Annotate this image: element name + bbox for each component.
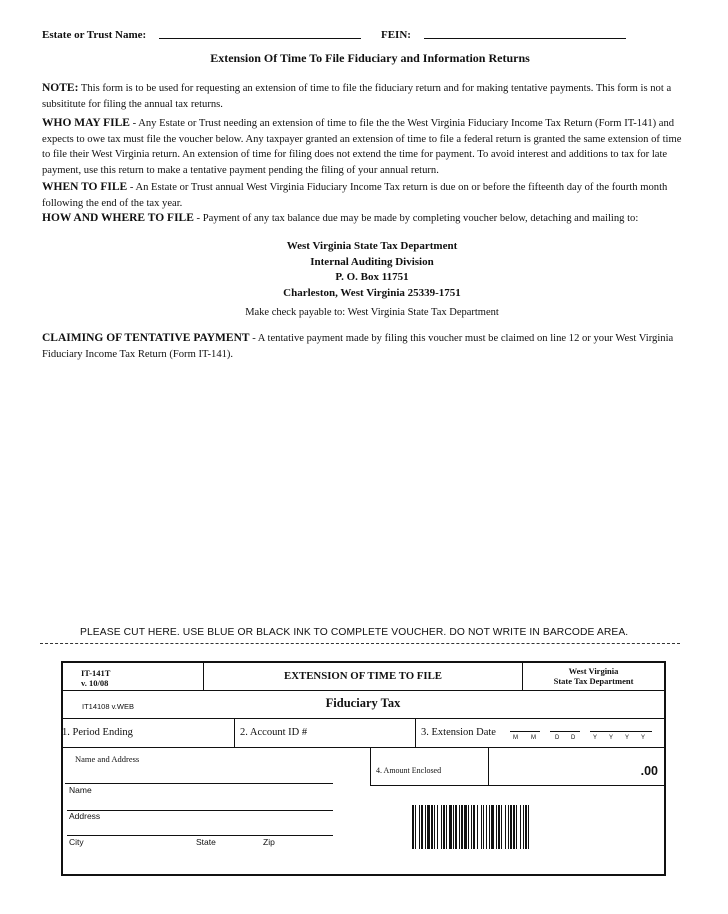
barcode-bar xyxy=(528,805,529,849)
claiming-heading: CLAIMING OF TENTATIVE PAYMENT xyxy=(42,332,250,344)
voucher-row-3 xyxy=(63,718,664,748)
barcode-bar xyxy=(449,805,452,849)
when-to-file-heading: WHEN TO FILE xyxy=(42,181,128,193)
barcode-bar xyxy=(437,805,438,849)
when-to-file-text: - An Estate or Trust annual West Virginia Fiduciary Income Tax return is due on or before the fifteenth day of the fourth month following the end of the tax year. xyxy=(42,182,668,209)
payable-note: Make check payable to: West Virginia State Tax Department xyxy=(245,307,499,318)
name-address-label: Name and Address xyxy=(75,754,140,764)
name-address-line[interactable] xyxy=(65,783,333,784)
address-line-1: West Virginia State Tax Department xyxy=(286,240,458,252)
form-id-cell xyxy=(63,663,204,691)
how-where-heading: HOW AND WHERE TO FILE xyxy=(42,212,194,224)
mailing-address xyxy=(0,239,728,301)
barcode-bar xyxy=(471,805,472,849)
barcode-bar xyxy=(421,805,423,849)
barcode-bar xyxy=(489,805,490,849)
amount-cents: .00 xyxy=(640,764,658,778)
voucher-code: IT14108 v.WEB xyxy=(82,702,134,711)
barcode-bar xyxy=(473,805,475,849)
address-line-2: Internal Auditing Division xyxy=(310,255,434,268)
fein-label: FEIN: xyxy=(381,29,411,41)
amount-enclosed-label: 4. Amount Enclosed xyxy=(376,766,442,775)
barcode-bar xyxy=(468,805,469,849)
barcode-bar xyxy=(523,805,524,849)
who-may-file-paragraph xyxy=(42,116,688,178)
claiming-text: - A tentative payment made by filing this voucher must be claimed on line 12 or your West Virginia Fiduciary Income Tax Return (Form IT-141). xyxy=(42,333,674,360)
barcode-bar xyxy=(441,805,442,849)
barcode-bar xyxy=(516,805,517,849)
state-label: State xyxy=(196,837,216,847)
barcode-bar xyxy=(461,805,463,849)
page-title: Extension Of Time To File Fiduciary and Information Returns xyxy=(210,51,530,65)
date-letter-m1: M xyxy=(513,735,518,741)
name-line[interactable] xyxy=(67,810,333,811)
barcode-bar xyxy=(427,805,430,849)
barcode-bar xyxy=(481,805,482,849)
barcode-bar xyxy=(455,805,457,849)
cut-line xyxy=(40,643,680,644)
barcode-bar xyxy=(498,805,500,849)
who-may-file-heading: WHO MAY FILE xyxy=(42,117,130,129)
barcode-bar xyxy=(520,805,521,849)
barcode-bar xyxy=(505,805,506,849)
barcode xyxy=(412,805,654,849)
barcode-bar xyxy=(513,805,515,849)
month-line xyxy=(510,731,540,732)
date-letter-y2: Y xyxy=(609,735,614,741)
barcode-bar xyxy=(431,805,433,849)
note-text: This form is to be used for requesting an extension of time to file the fiduciary return and for making tentative payments. This form is not a subsititute for filing the annual tax returns. xyxy=(42,83,672,110)
period-ending-label: 1. Period Ending xyxy=(62,727,133,738)
extension-date-field[interactable] xyxy=(416,719,664,747)
form-version: v. 10/08 xyxy=(81,678,109,688)
barcode-bar xyxy=(412,805,414,849)
extension-date-label: 3. Extension Date xyxy=(421,727,496,738)
year-line xyxy=(590,731,652,732)
city-label: City xyxy=(69,837,84,847)
dept-line-1: West Virginia xyxy=(568,666,619,676)
estate-name-label: Estate or Trust Name: xyxy=(42,29,147,41)
date-letter-d2: D xyxy=(571,735,576,741)
date-letter-y3: Y xyxy=(625,735,630,741)
account-id-label: 2. Account ID # xyxy=(240,727,308,738)
address-label: Address xyxy=(69,811,101,821)
barcode-bar xyxy=(443,805,445,849)
barcode-bar xyxy=(501,805,502,849)
barcode-bar xyxy=(415,805,416,849)
note-paragraph xyxy=(42,81,688,112)
barcode-bar xyxy=(525,805,527,849)
period-ending-field[interactable] xyxy=(63,719,235,747)
barcode-bar xyxy=(483,805,484,849)
note-heading: NOTE: xyxy=(42,82,79,94)
barcode-bar xyxy=(510,805,512,849)
name-label: Name xyxy=(69,785,92,795)
dept-line-2: State Tax Department xyxy=(553,675,634,686)
how-where-text: - Payment of any tax balance due may be made by completing voucher below, detaching and mailing to: xyxy=(193,213,639,224)
barcode-bar xyxy=(446,805,447,849)
address-line[interactable] xyxy=(67,835,333,836)
barcode-bar xyxy=(419,805,420,849)
department-cell xyxy=(522,663,664,691)
barcode-bar xyxy=(491,805,494,849)
voucher xyxy=(61,661,666,876)
barcode-bar xyxy=(464,805,467,849)
claiming-paragraph xyxy=(42,331,688,362)
barcode-bar xyxy=(459,805,460,849)
barcode-bar xyxy=(425,805,426,849)
date-letter-d1: D xyxy=(555,735,560,741)
barcode-bar xyxy=(434,805,435,849)
when-to-file-paragraph xyxy=(42,180,688,211)
cut-instruction: PLEASE CUT HERE. USE BLUE OR BLACK INK TO COMPLETE VOUCHER. DO NOT WRITE IN BARCODE AREA. xyxy=(80,627,629,638)
voucher-heading: EXTENSION OF TIME TO FILE xyxy=(284,670,442,682)
date-letter-y4: Y xyxy=(641,735,646,741)
how-where-paragraph xyxy=(42,211,688,227)
zip-label: Zip xyxy=(263,837,275,847)
barcode-bar xyxy=(477,805,478,849)
amount-label-cell xyxy=(371,748,489,785)
estate-name-field[interactable] xyxy=(159,38,361,39)
address-line-3: P. O. Box 11751 xyxy=(335,271,409,283)
date-letter-y1: Y xyxy=(593,735,598,741)
barcode-bar xyxy=(496,805,497,849)
date-letter-m2: M xyxy=(531,735,536,741)
address-line-4: Charleston, West Virginia 25339-1751 xyxy=(283,286,461,299)
barcode-bar xyxy=(453,805,454,849)
form-id: IT-141T xyxy=(81,668,111,678)
who-may-file-text: - Any Estate or Trust needing an extension of time to file the the West Virginia Fiduciary Income Tax Return (Form IT-141) and expects to owe tax must file the voucher below. Any taxpayer granted an extension of time to file a federal return is granted the same extension of time to file their West Virginia return. An extension of time for filing does not extend the time for payment. To avoid interest and additions to tax for late payment, use this return to make a tentative payment pending the filing of your annual return. xyxy=(42,118,682,176)
tax-type: Fiduciary Tax xyxy=(325,696,401,710)
fein-field[interactable] xyxy=(424,38,626,39)
barcode-bar xyxy=(508,805,509,849)
amount-enclosed-field[interactable] xyxy=(370,748,664,786)
voucher-row-1 xyxy=(63,663,664,691)
barcode-bar xyxy=(486,805,487,849)
voucher-row-2 xyxy=(63,691,664,718)
day-line xyxy=(550,731,580,732)
account-id-field[interactable] xyxy=(235,719,416,747)
